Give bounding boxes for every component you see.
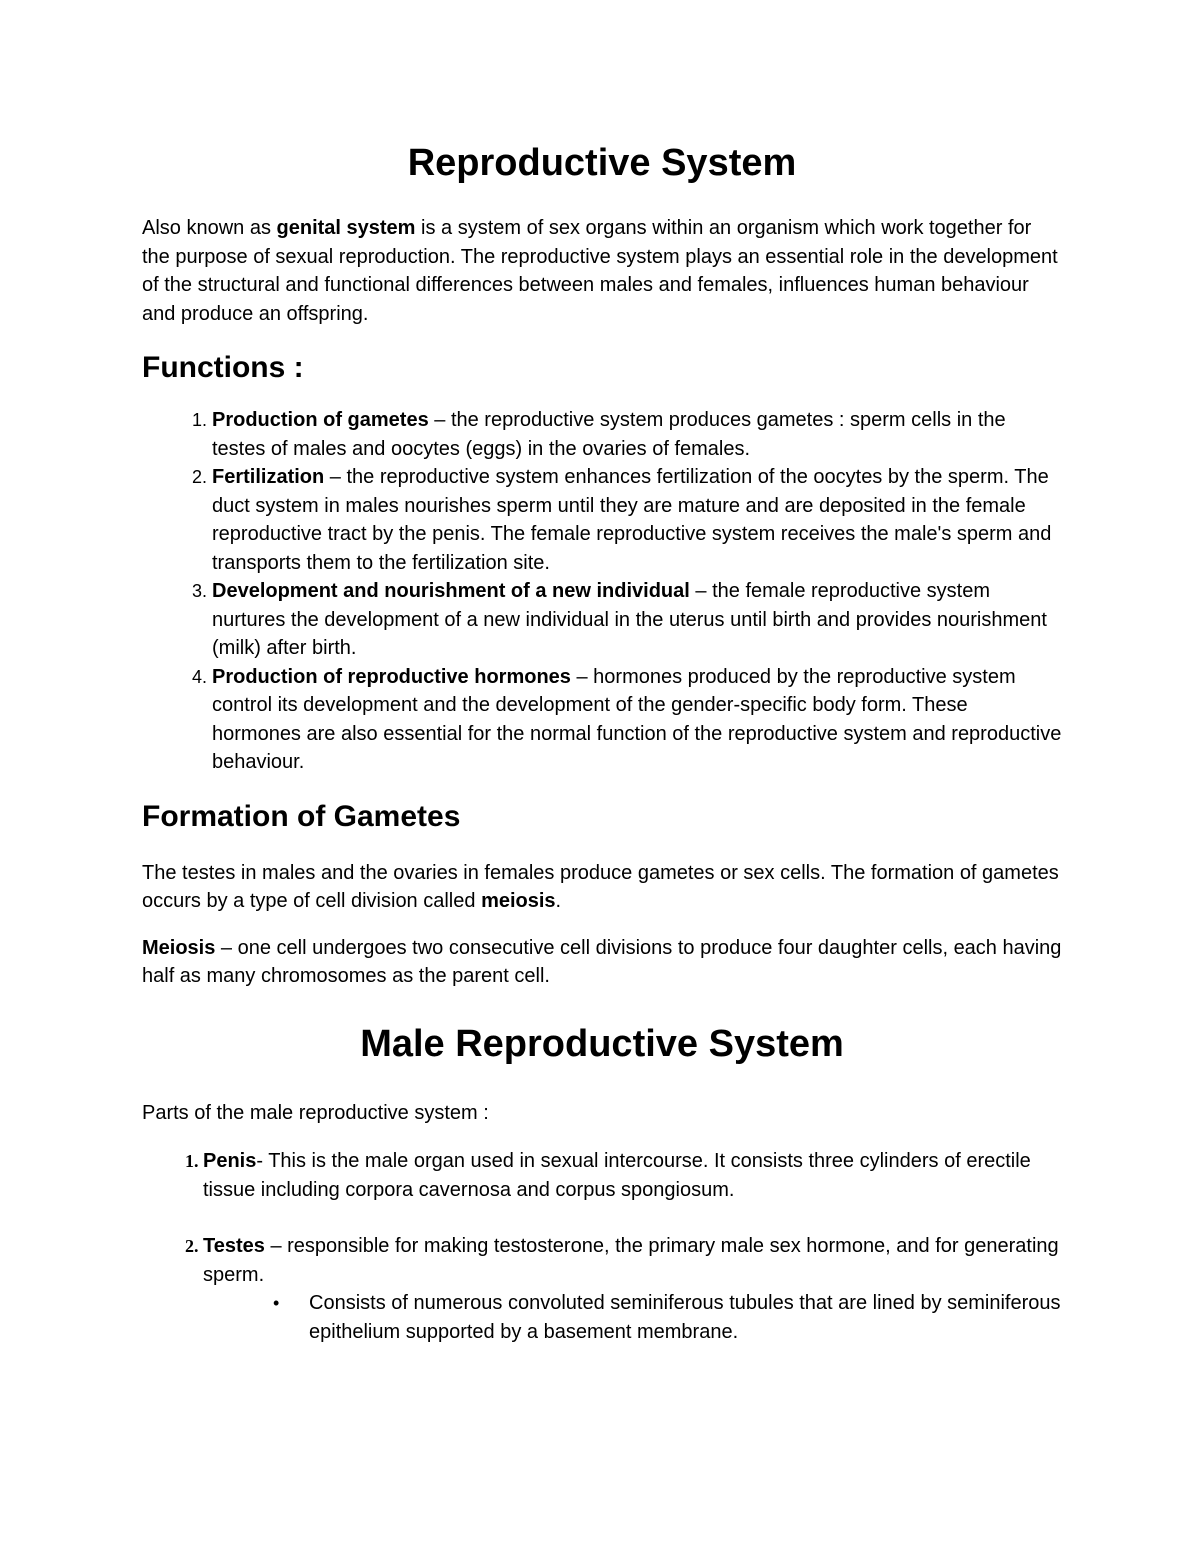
meiosis-term: Meiosis (142, 936, 216, 959)
function-description: – the female reproductive system nurtures the development of a new individual in the uterus until birth and provides nourishment (milk) after birth. (212, 580, 1047, 659)
male-section-title: Male Reproductive System (360, 1022, 844, 1065)
sub-list (203, 1289, 1062, 1346)
intro-text-end: is a system of sex organs within an organism which work together for the purpose of sexual reproduction. The reproductive system plays an essential role in the development of the structural and functional differences between males and females, influences human behaviour and produce an offspring. (142, 217, 1058, 325)
intro-paragraph (142, 214, 1062, 328)
functions-heading: Functions : (142, 351, 304, 384)
document-page (142, 138, 1062, 1346)
part-term: Penis (203, 1150, 257, 1172)
gametes-text: The testes in males and the ovaries in females produce gametes or sex cells. The formation of gametes occurs by a type of cell division called (142, 861, 1059, 912)
function-description: – the reproductive system enhances fertilization of the oocytes by the sperm. The duct system in males nourishes sperm until they are mature and are deposited in the female reproductive tract by the penis. The female reproductive system receives the male's sperm and transports them to the fertilization site. (212, 466, 1052, 574)
function-term: Production of gametes (212, 409, 429, 431)
function-term: Fertilization (212, 466, 325, 488)
parts-list (142, 1147, 1062, 1346)
list-item (212, 663, 1062, 777)
meiosis-definition: – one cell undergoes two consecutive cell divisions to produce four daughter cells, each having half as many chromosomes as the parent cell. (142, 936, 1062, 987)
bullet-icon: • (273, 1293, 280, 1313)
document-title: Reproductive System (407, 142, 797, 184)
gametes-paragraph (142, 859, 1062, 916)
list-item (212, 463, 1062, 577)
function-description: – hormones produced by the reproductive system control its development and the development of the gender-specific body form. These hormones are also essential for the normal function of the reproductive system and reproductive behaviour. (212, 665, 1062, 773)
function-term: Development and nourishment of a new individual (212, 580, 690, 602)
list-item (212, 577, 1062, 663)
list-item (212, 406, 1062, 463)
meiosis-paragraph (142, 934, 1062, 991)
sub-item-text: Consists of numerous convoluted seminiferous tubules that are lined by seminiferous epithelium supported by a basement membrane. (309, 1292, 1061, 1343)
gametes-heading: Formation of Gametes (142, 799, 461, 833)
list-item (203, 1147, 1062, 1204)
part-description: - This is the male organ used in sexual intercourse. It consists three cylinders of erectile tissue including corpora cavernosa and corpus spongiosum. (203, 1150, 1031, 1201)
list-item (203, 1232, 1062, 1346)
part-description: – responsible for making testosterone, the primary male sex hormone, and for generating sperm. (203, 1235, 1059, 1286)
gametes-bold-term: meiosis (481, 890, 556, 912)
function-description: – the reproductive system produces gametes : sperm cells in the testes of males and oocytes (eggs) in the ovaries of females. (212, 409, 1006, 460)
functions-list (142, 406, 1062, 777)
intro-bold-term: genital system (276, 217, 416, 239)
parts-intro: Parts of the male reproductive system : (142, 1101, 489, 1124)
gametes-text-end: . (555, 890, 562, 912)
function-term: Production of reproductive hormones (212, 665, 571, 688)
sub-list-item (273, 1289, 1062, 1346)
part-term: Testes (203, 1235, 265, 1257)
intro-text-start: Also known as (142, 217, 277, 239)
